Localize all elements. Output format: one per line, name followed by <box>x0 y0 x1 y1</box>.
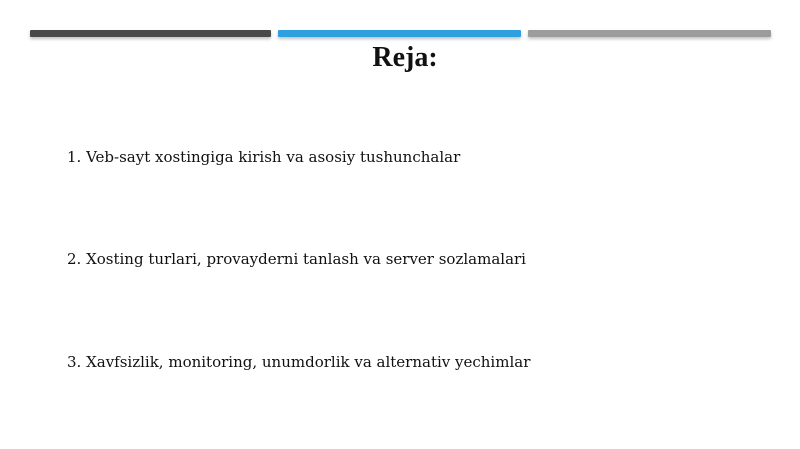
accent-bar-gray <box>528 30 771 37</box>
accent-bar-dark <box>30 30 271 37</box>
slide-title: Reja: <box>372 42 438 73</box>
agenda-item-1: 1. Veb-sayt xostingiga kirish va asosiy tushunchalar <box>67 148 461 166</box>
agenda-item-2: 2. Xosting turlari, provayderni tanlash va server sozlamalari <box>67 250 526 268</box>
accent-bar-blue <box>278 30 521 37</box>
agenda-item-3: 3. Xavfsizlik, monitoring, unumdorlik va alternativ yechimlar <box>67 353 531 371</box>
